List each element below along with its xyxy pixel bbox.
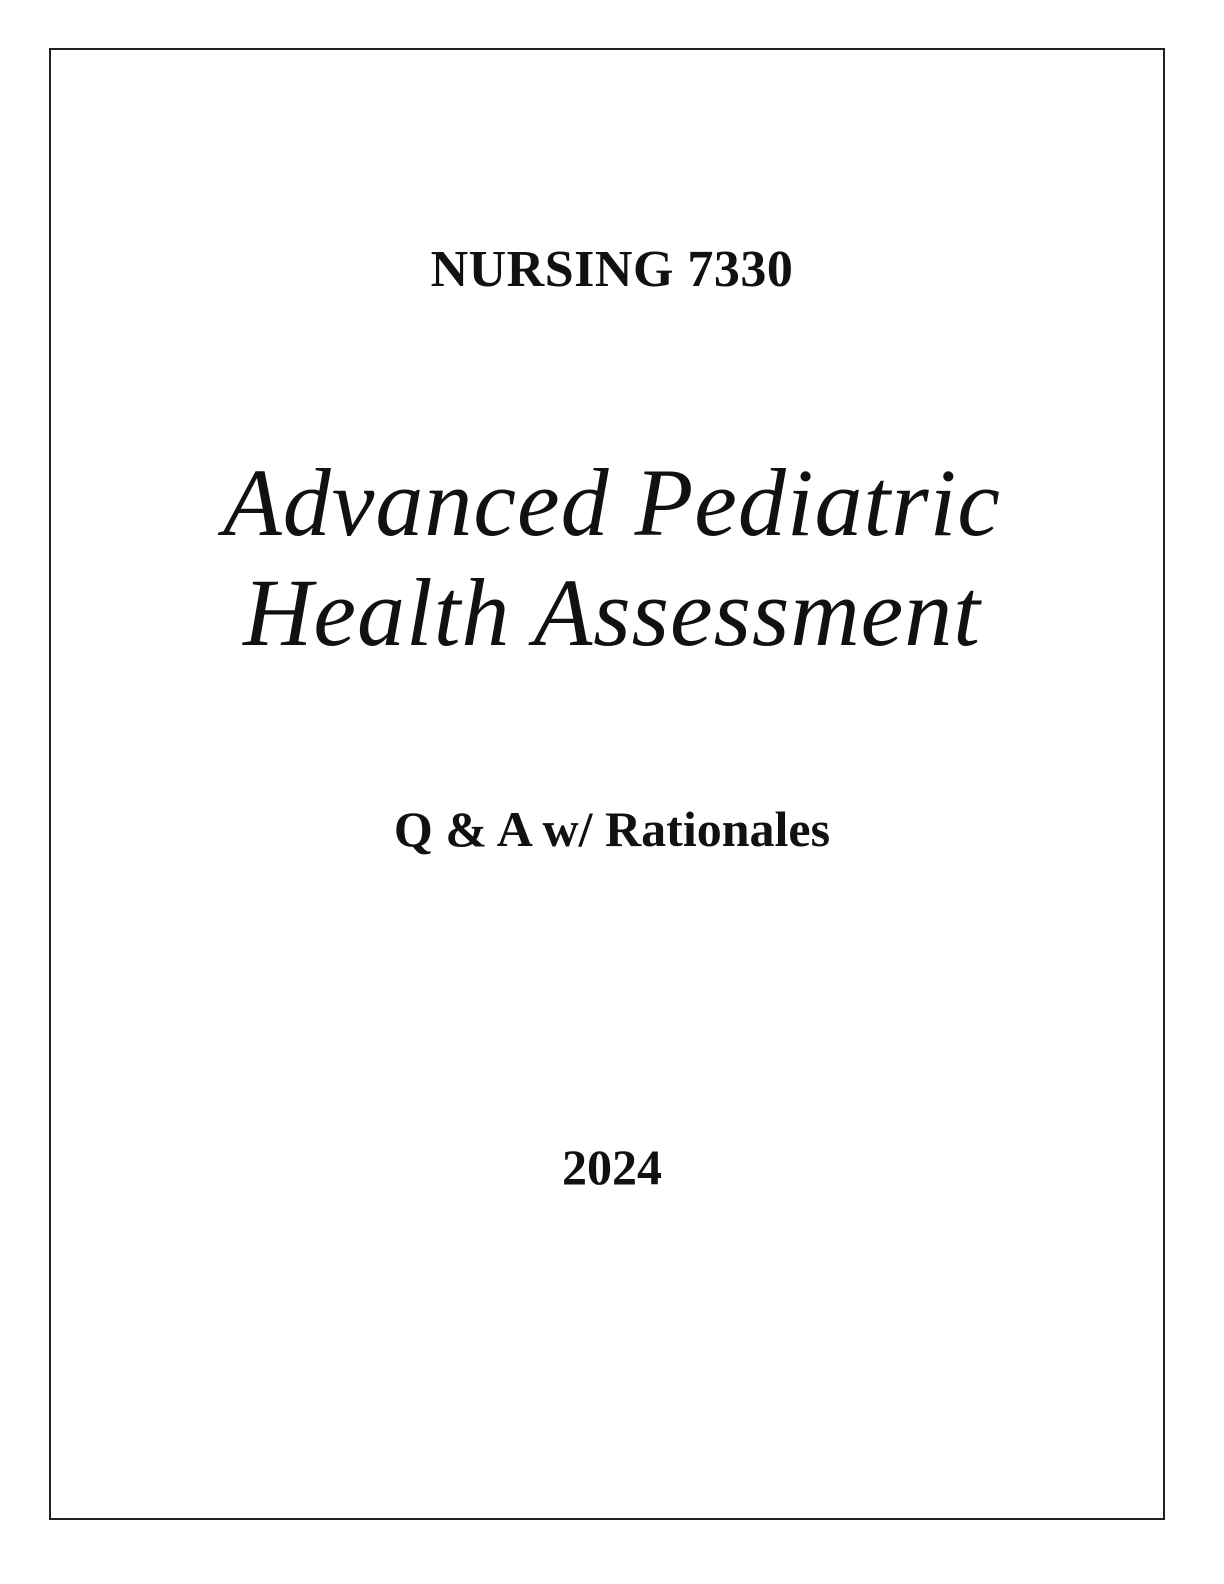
document-year: 2024 [562, 1139, 662, 1195]
document-subtitle: Q & A w/ Rationales [393, 801, 831, 857]
title-line-1: Advanced Pediatric [223, 449, 1001, 556]
document-title [0, 448, 1224, 668]
course-code-heading: NURSING 7330 [430, 241, 794, 298]
title-line-2: Health Assessment [243, 559, 981, 666]
